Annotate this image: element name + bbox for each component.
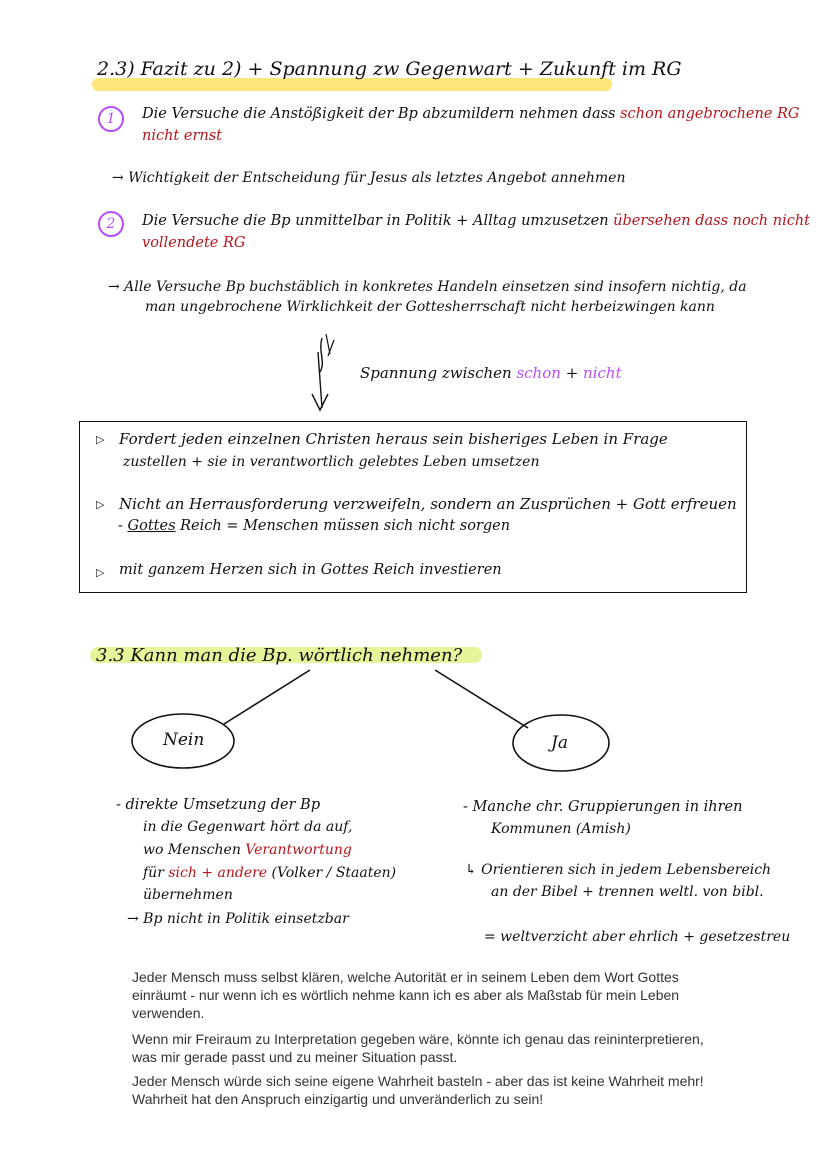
nein-line-1: - direkte Umsetzung der Bp [116,797,321,813]
ja-line-3: ↳ Orientieren sich in jedem Lebensbereich [465,862,772,878]
nein-line-6: → Bp nicht in Politik einsetzbar [127,911,349,927]
ja-line-2: Kommunen (Amish) [491,821,631,837]
nein-l4b: sich + andere [168,865,268,881]
bullet-3-icon: ▷ [96,566,105,579]
box-bullet-1-line1: Fordert jeden einzelnen Christen heraus sein bisheriges Leben in Frage [119,430,668,448]
point-2-main: Die Versuche die Bp unmittelbar in Politik + Alltag umzusetzen [142,213,609,229]
tension-text [360,364,622,382]
point-2-arrow-2: man ungebrochene Wirklichkeit der Gottesherrschaft nicht herbeizwingen kann [145,299,715,315]
bullet-2-icon: ▷ [96,498,105,511]
tension-nicht: nicht [583,364,622,382]
nein-l3b: Verantwortung [245,842,352,858]
ja-line-4: an der Bibel + trennen weltl. von bibl. [491,884,764,900]
nein-label: Nein [163,730,205,750]
paragraph-3: Jeder Mensch würde sich seine eigene Wahrheit basteln - aber das ist keine Wahrheit mehr! Wahrheit hat den Anspruch einzigartig und unveränderlich zu sein! [132,1073,704,1107]
point-2-number: 2 [98,211,124,237]
nein-l4c: (Volker / Staaten) [271,865,397,881]
box-bullet-1-line2: zustellen + sie in verantwortlich gelebtes Leben umsetzen [123,454,540,470]
nein-line-2: in die Gegenwart hört da auf, [143,819,353,835]
point-2-arrow-1: → Alle Versuche Bp buchstäblich in konkretes Handeln einsetzen sind insofern nichtig, da [108,279,747,295]
point-1-line2: nicht ernst [142,128,222,144]
point-1-red: schon angebrochene RG [620,106,800,122]
point-1-arrow: → Wichtigkeit der Entscheidung für Jesus als letztes Angebot annehmen [112,170,626,186]
ja-label: Ja [551,733,568,753]
section-33-title: 3.3 Kann man die Bp. wörtlich nehmen? [96,645,463,666]
point-1-number: 1 [98,106,124,132]
nein-line-5: übernehmen [143,887,233,903]
reich-text: Reich = Menschen müssen sich nicht sorgen [180,518,511,534]
point-2-red-2: vollendete RG [142,235,246,251]
section-23-title: 2.3) Fazit zu 2) + Spannung zw Gegenwart + Zukunft im RG [97,58,682,80]
ja-line-1: - Manche chr. Gruppierungen in ihren [463,799,743,815]
nein-l4a: für [143,865,164,881]
paragraph-1: Jeder Mensch muss selbst klären, welche Autorität er in seinem Leben dem Wort Gottes einräumt - nur wenn ich es wörtlich nehme kann ich es aber als Maßstab für mein Leben verwenden. [132,969,680,1021]
ja-line-5: = weltverzicht aber ehrlich + gesetzestreu [484,929,791,945]
nein-l3a: wo Menschen [143,842,241,858]
box-bullet-2-line2 [118,518,510,534]
dash: - [118,518,123,534]
tension-schon: schon [516,364,561,382]
nein-line-3 [143,842,352,858]
tension-plus: + [565,364,579,382]
point-2-red: übersehen dass noch nicht [613,213,811,229]
bullet-1-icon: ▷ [96,433,105,446]
box-bullet-3: mit ganzem Herzen sich in Gottes Reich investieren [119,562,502,578]
nein-line-4 [143,865,396,881]
gottes-underlined: Gottes [127,518,176,534]
box-bullet-2-line1: Nicht an Herrausforderung verzweifeln, sondern an Zusprüchen + Gott erfreuen [119,495,737,513]
point-1-main: Die Versuche die Anstößigkeit der Bp abzumildern nehmen dass [142,106,616,122]
tension-label: Spannung zwischen [360,364,512,382]
paragraph-2: Wenn mir Freiraum zu Interpretation gegeben wäre, könnte ich genau das reininterpretieren, was mir gerade passt und zu meiner Situation passt. [132,1031,704,1065]
